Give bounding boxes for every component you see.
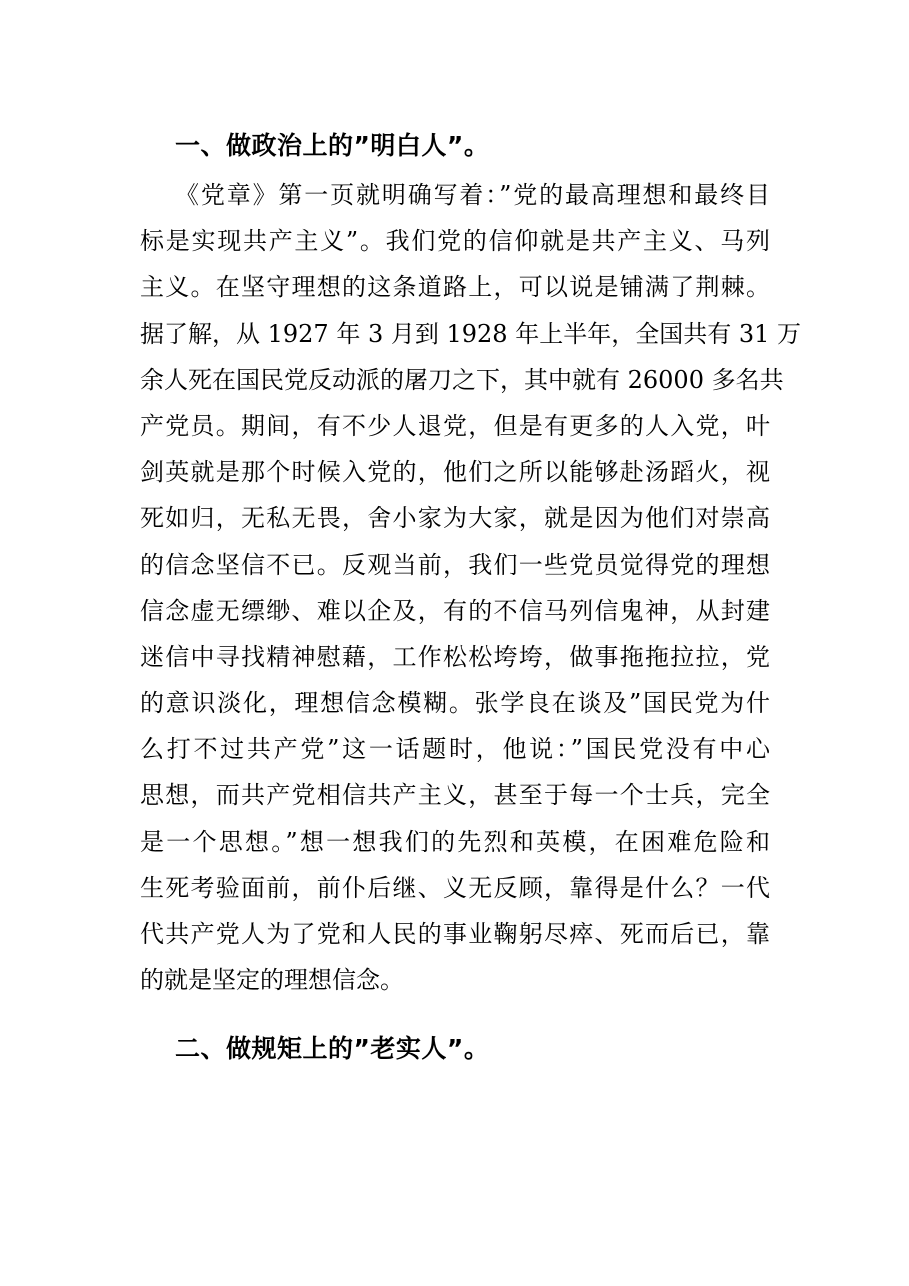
paragraph-line: 的信念坚信不已。反观当前，我们一些党员觉得党的理想 (140, 550, 770, 579)
paragraph-line: 主义。在坚守理想的这条道路上，可以说是铺满了荆棘。 (140, 273, 770, 302)
paragraph-line: 是一个思想。”想一想我们的先烈和英模，在困难危险和 (140, 827, 770, 856)
paragraph-line: 迷信中寻找精神慰藉，工作松松垮垮，做事拖拖拉拉，党 (140, 642, 770, 671)
section-1-heading: 一、做政治上的”明白人”。 (175, 131, 490, 160)
paragraph-line: 生死考验面前，前仆后继、义无反顾，靠得是什么？一代 (140, 873, 770, 902)
paragraph-line: 思想，而共产党相信共产主义，甚至于每一个士兵，完全 (140, 781, 770, 810)
paragraph-line: 么打不过共产党”这一话题时，他说：”国民党没有中心 (140, 735, 770, 764)
paragraph-line: 产党员。期间，有不少人退党，但是有更多的人入党，叶 (140, 411, 770, 440)
paragraph-line: 《党章》第一页就明确写着：”党的最高理想和最终目 (175, 181, 770, 209)
paragraph-line: 信念虚无缥缈、难以企及，有的不信马列信鬼神，从封建 (140, 596, 770, 625)
paragraph-line: 据了解，从 1927 年 3 月到 1928 年上半年，全国共有 31 万 (140, 319, 801, 348)
section-1-paragraph (140, 172, 801, 1003)
paragraph-line: 剑英就是那个时候入党的，他们之所以能够赴汤蹈火，视 (140, 458, 770, 487)
paragraph-line: 的就是坚定的理想信念。 (140, 966, 404, 995)
paragraph-line: 标是实现共产主义”。我们党的信仰就是共产主义、马列 (140, 227, 770, 256)
paragraph-line: 的意识淡化，理想信念模糊。张学良在谈及”国民党为什 (140, 689, 770, 718)
section-2-heading: 二、做规矩上的”老实人”。 (175, 1034, 490, 1063)
paragraph-line: 代共产党人为了党和人民的事业鞠躬尽瘁、死而后已，靠 (140, 920, 770, 948)
paragraph-line: 死如归，无私无畏，舍小家为大家，就是因为他们对崇高 (140, 504, 770, 533)
paragraph-line: 余人死在国民党反动派的屠刀之下，其中就有 26000 多名共 (140, 365, 784, 394)
